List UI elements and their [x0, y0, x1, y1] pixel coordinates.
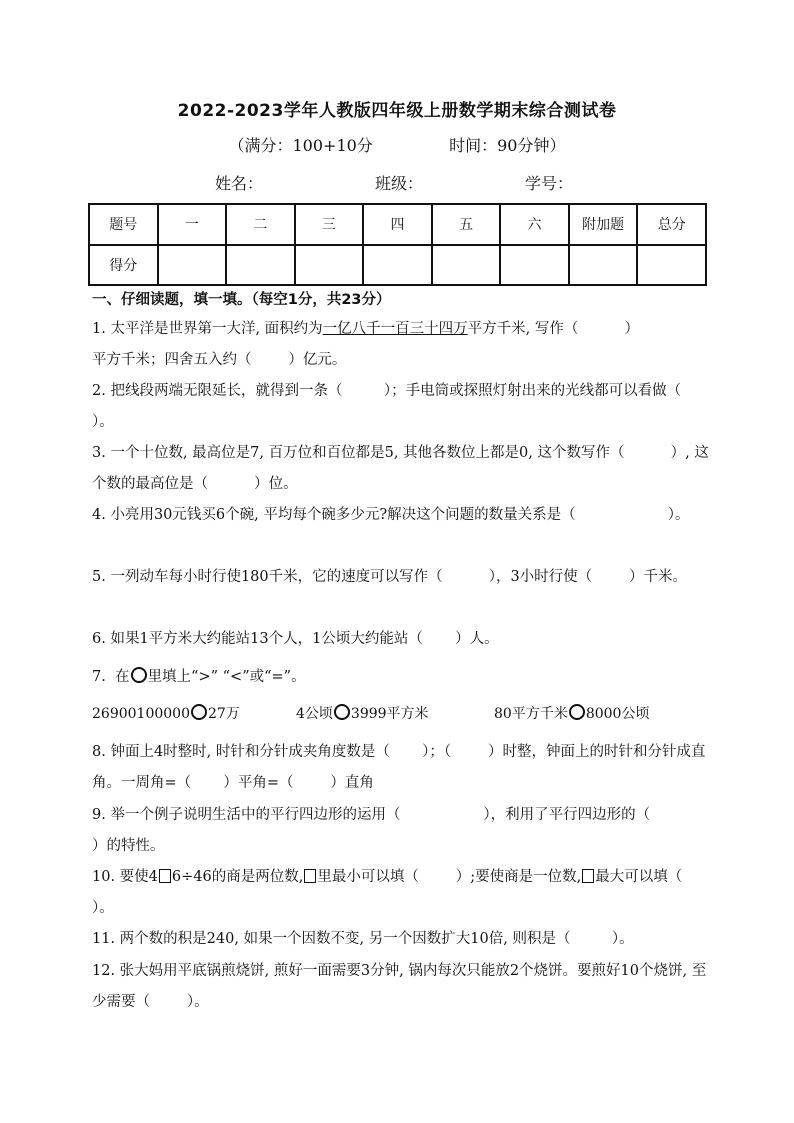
question-text: 1. 太平洋是世界第一大洋, 面积约为	[92, 321, 323, 337]
circle-icon	[131, 667, 147, 683]
question-text: 10. 要使4	[92, 869, 158, 885]
score-table-score-row	[89, 245, 706, 286]
blank-square-icon[interactable]	[159, 869, 171, 883]
question-text: 里填上“>” “<”或“=”。	[147, 669, 306, 685]
blank-square-icon	[582, 869, 594, 883]
score-entry-cell[interactable]	[637, 245, 706, 286]
score-table	[88, 203, 707, 286]
table-cell: 附加题	[569, 204, 638, 245]
score-entry-cell[interactable]	[500, 245, 569, 286]
comparison-right: 3999平方米	[350, 706, 429, 722]
score-entry-cell[interactable]	[363, 245, 432, 286]
comparison-right: 8000公顷	[585, 706, 650, 722]
blank-square-icon	[304, 869, 316, 883]
question-8: 8. 钟面上4时整时, 时针和分针成夹角度数是（ ）；（ ）时整，钟面上的时针和分针成直角。一周角=（ ）平角=（ ）直角	[92, 744, 706, 791]
table-cell: 三	[295, 204, 364, 245]
question-9: 9. 举一个例子说明生活中的平行四边形的运用（ ），利用了平行四边形的（ ）的特性。	[92, 807, 706, 854]
circle-icon[interactable]	[334, 704, 350, 720]
question-text: 平方千米；四舍五入约（ ）亿元。	[92, 352, 347, 368]
exam-title: 2022-2023学年人教版四年级上册数学期末综合测试卷	[177, 101, 617, 121]
question-11: 11. 两个数的积是240, 如果一个因数不变, 另一个因数扩大10倍, 则积是（ ）。	[92, 931, 634, 947]
question-text: 里最小可以填（ ）;要使商是一位数,	[317, 869, 582, 885]
circle-icon[interactable]	[569, 704, 585, 720]
table-cell: 题号	[89, 204, 158, 245]
question-4: 4. 小亮用30元钱买6个碗, 平均每个碗多少元?解决这个问题的数量关系是（ ）。	[92, 507, 690, 523]
comparison-left: 26900100000	[92, 706, 190, 722]
exam-subtitle	[0, 133, 794, 156]
student-info-row	[215, 171, 695, 194]
question-12: 12. 张大妈用平底锅煎烧饼, 煎好一面需要3分钟, 锅内每次只能放2个烧饼。要煎好10个烧饼, 至少需要（ ）。	[92, 963, 707, 1010]
student-id-label: 学号：	[525, 174, 574, 193]
score-entry-cell[interactable]	[158, 245, 227, 286]
score-entry-cell[interactable]	[432, 245, 501, 286]
question-7	[92, 662, 712, 693]
score-entry-cell[interactable]	[226, 245, 295, 286]
table-cell: 六	[500, 204, 569, 245]
score-info: （满分：100+10分	[228, 136, 373, 155]
name-label: 姓名：	[215, 174, 264, 193]
table-cell: 一	[158, 204, 227, 245]
question-2: 2. 把线段两端无限延长，就得到一条（ ）；手电筒或探照灯射出来的光线都可以看做（ ）。	[92, 383, 719, 430]
question-text: 6÷46的商是两位数,	[171, 869, 304, 885]
comparison-item	[296, 703, 429, 723]
question-5: 5. 一列动车每小时行使180千米，它的速度可以写作（ ），3小时行使（ ）千米。	[92, 569, 688, 585]
table-cell: 得分	[89, 245, 158, 286]
score-entry-cell[interactable]	[569, 245, 638, 286]
question-text: 平方千米, 写作（ ）	[467, 321, 639, 337]
question-10	[92, 862, 720, 924]
table-cell: 四	[363, 204, 432, 245]
table-cell: 五	[432, 204, 501, 245]
underlined-text: 一亿八千一百三十四万	[322, 321, 468, 337]
section-heading: 一、仔细读题，填一填。（每空1分，共23分）	[92, 292, 391, 308]
comparison-right: 27万	[207, 706, 240, 722]
class-label: 班级：	[375, 174, 424, 193]
comparison-item	[92, 703, 240, 723]
question-text: 最大可以填（ ）。	[92, 869, 720, 916]
comparison-item	[494, 703, 649, 723]
score-table-header-row	[89, 204, 706, 245]
time-info: 时间：90分钟）	[449, 136, 566, 155]
question-3: 3. 一个十位数, 最高位是7, 百万位和百位都是5, 其他各数位上都是0, 这个数写作（ ）, 这个数的最高位是（ ）位。	[92, 445, 709, 492]
score-entry-cell[interactable]	[295, 245, 364, 286]
question-1	[92, 314, 712, 376]
question-6: 6. 如果1平方米大约能站13个人，1公顷大约能站（ ）人。	[92, 631, 499, 647]
comparison-left: 4公顷	[296, 706, 333, 722]
circle-icon[interactable]	[191, 704, 207, 720]
table-cell: 总分	[637, 204, 706, 245]
question-text: 7. 在	[92, 669, 130, 685]
comparison-left: 80平方千米	[494, 706, 568, 722]
table-cell: 二	[226, 204, 295, 245]
